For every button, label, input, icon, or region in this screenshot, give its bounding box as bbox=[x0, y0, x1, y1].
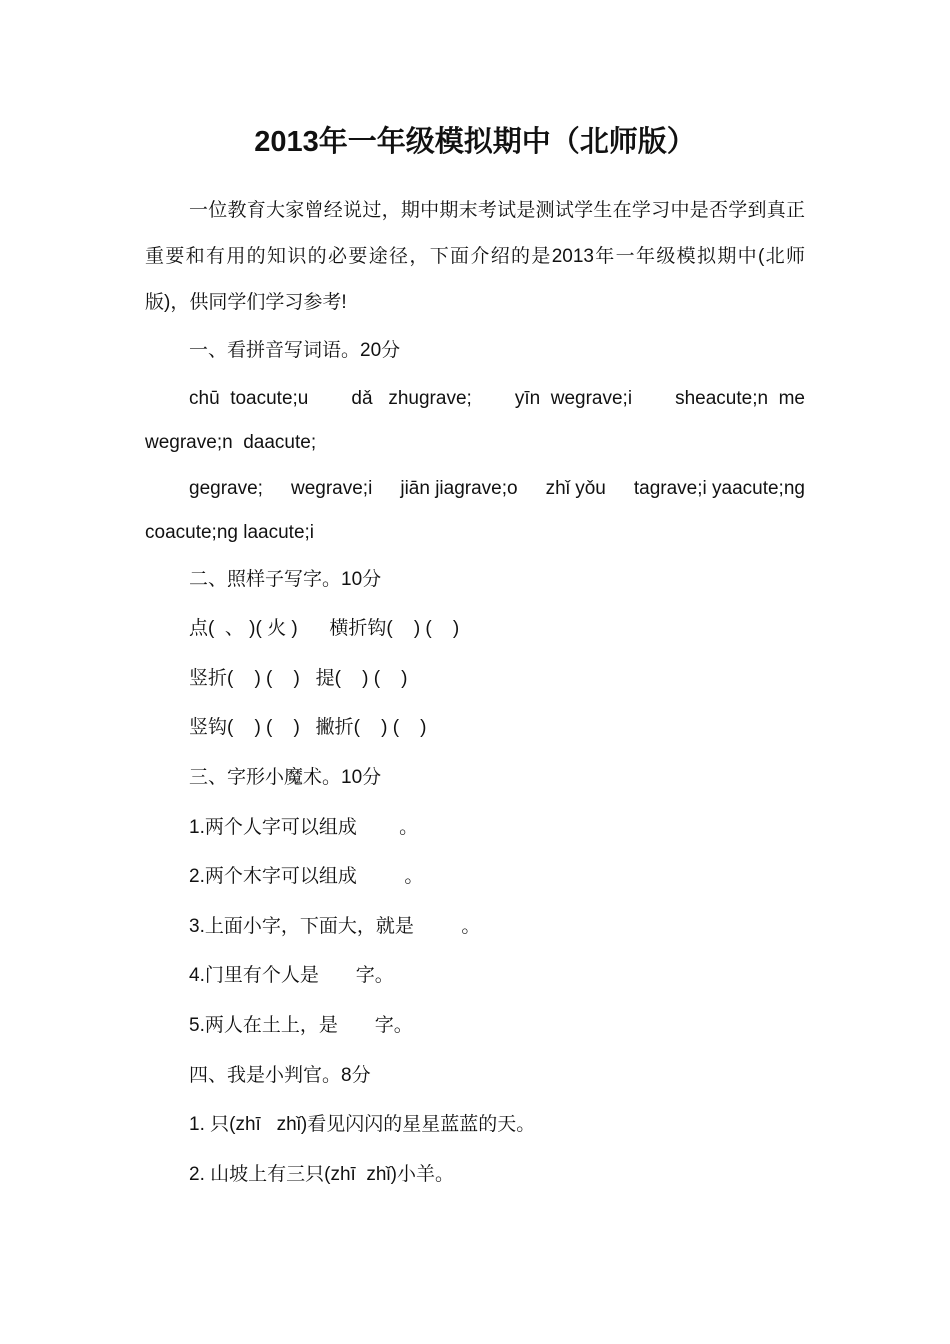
question-line: 1.两个人字可以组成 。 bbox=[189, 817, 419, 838]
pinyin-item: zhǐ yǒu bbox=[545, 478, 606, 499]
pinyin-item: jiān jiagrave;o bbox=[400, 478, 518, 499]
question-line: 5.两人在土上，是 字。 bbox=[189, 1015, 413, 1036]
section1-heading: 一、看拼音写词语。20分 bbox=[189, 340, 401, 361]
pinyin-block-1 bbox=[145, 377, 805, 465]
question-line: 3.上面小字，下面大，就是 。 bbox=[189, 916, 481, 937]
section4-heading: 四、我是小判官。8分 bbox=[189, 1065, 371, 1086]
pinyin-item: yīn wegrave;i bbox=[514, 388, 633, 409]
pinyin-row bbox=[145, 377, 805, 421]
pinyin-item: tagrave;i yaacute;ng bbox=[633, 478, 805, 499]
intro-paragraph: 一位教育大家曾经说过，期中期末考试是测试学生在学习中是否学到真正重要和有用的知识的必要途径，下面介绍的是2013年一年级模拟期中(北师版)，供同学们学习参考! bbox=[145, 200, 805, 313]
question-line: 1. 只(zhī zhǐ)看见闪闪的星星蓝蓝的天。 bbox=[189, 1114, 536, 1135]
pinyin-item: wegrave;n daacute; bbox=[145, 432, 317, 453]
stroke-line: 点( 、 )( 火 ) 横折钩( ) ( ) bbox=[189, 618, 460, 639]
section2-heading: 二、照样子写字。10分 bbox=[189, 569, 382, 590]
pinyin-item: chū toacute;u bbox=[189, 388, 309, 409]
pinyin-block-2 bbox=[145, 467, 805, 555]
pinyin-row bbox=[145, 467, 805, 511]
section3-heading: 三、字形小魔术。10分 bbox=[189, 767, 382, 788]
document-title: 2013年一年级模拟期中（北师版） bbox=[254, 126, 696, 158]
question-line: 2.两个木字可以组成 。 bbox=[189, 866, 424, 887]
pinyin-item: sheacute;n me bbox=[675, 388, 805, 409]
pinyin-item: wegrave;i bbox=[290, 478, 373, 499]
question-line: 4.门里有个人是 字。 bbox=[189, 965, 394, 986]
pinyin-row-continued bbox=[145, 421, 805, 465]
stroke-line: 竖钩( ) ( ) 撇折( ) ( ) bbox=[189, 717, 427, 738]
question-line: 2. 山坡上有三只(zhī zhǐ)小羊。 bbox=[189, 1164, 454, 1185]
pinyin-row-continued bbox=[145, 511, 805, 555]
pinyin-item: gegrave; bbox=[189, 478, 263, 499]
pinyin-item: coacute;ng laacute;i bbox=[145, 522, 315, 543]
pinyin-item: dǎ zhugrave; bbox=[351, 388, 472, 409]
stroke-line: 竖折( ) ( ) 提( ) ( ) bbox=[189, 668, 408, 689]
